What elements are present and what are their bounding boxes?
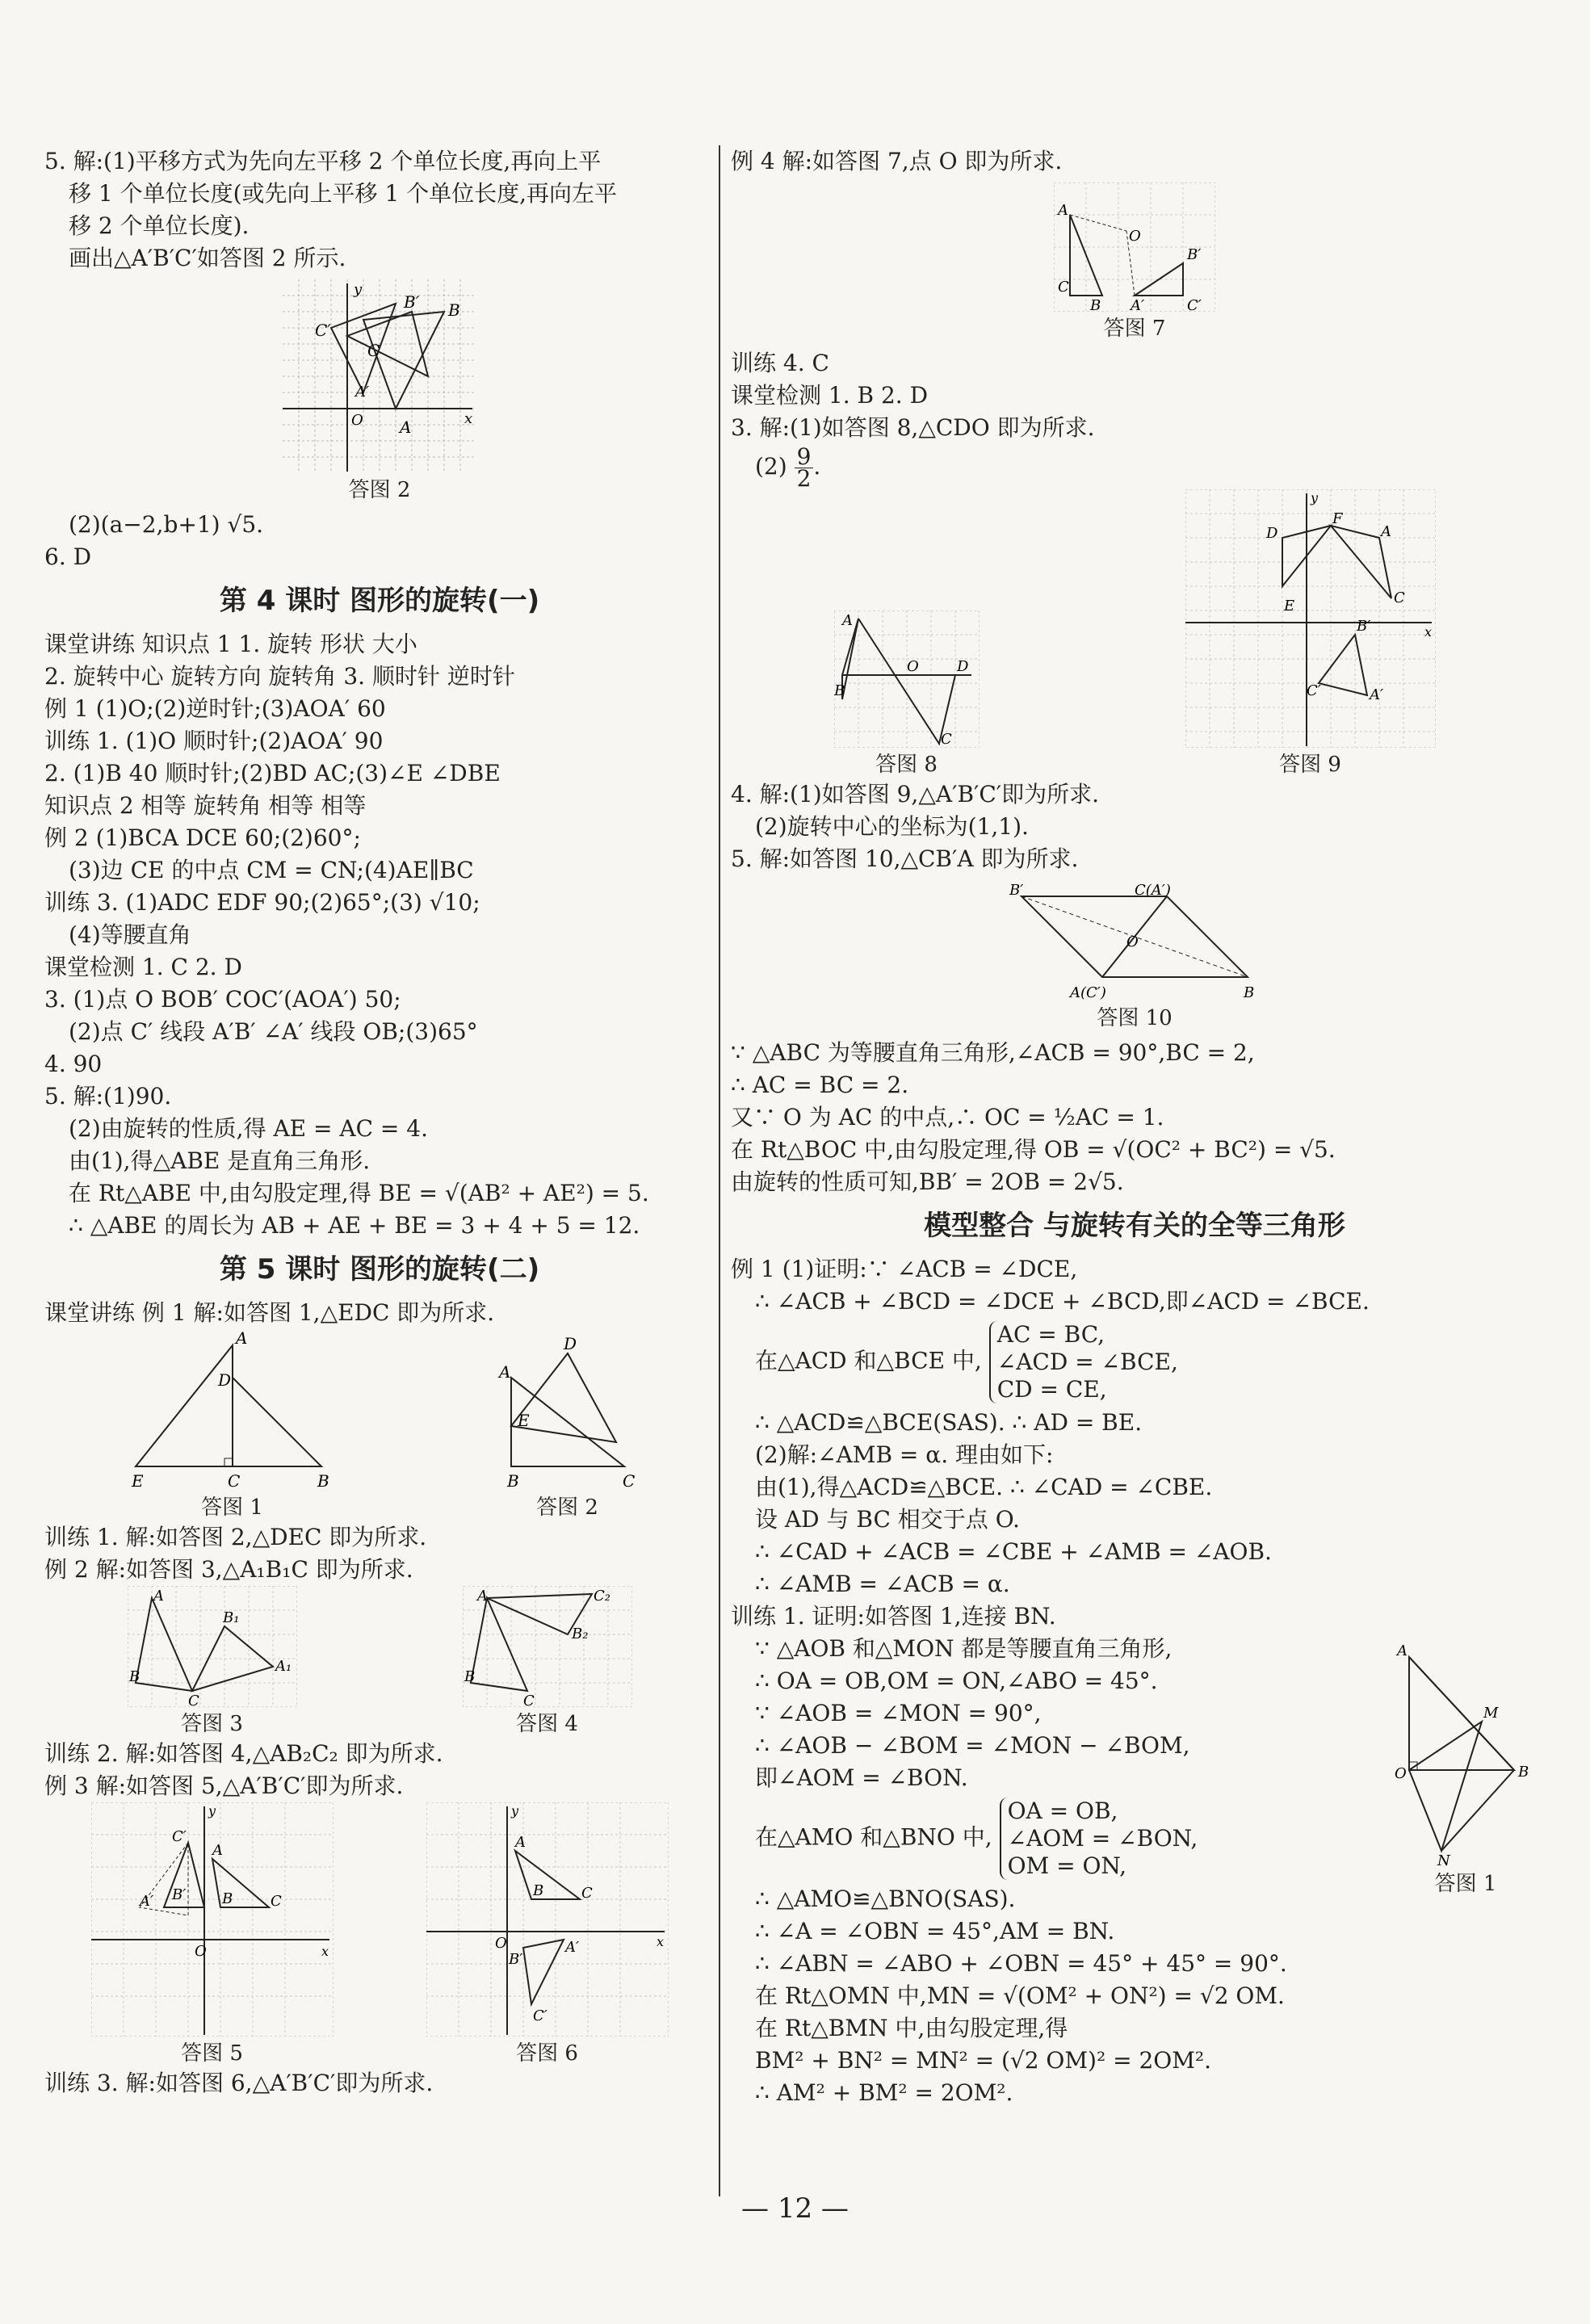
svg-text:A′: A′ <box>139 1893 153 1910</box>
figure-model-answer-1 <box>1393 1641 1538 1898</box>
lesson5-line5: 例 3 解:如答图 5,△A′B′C′即为所求. <box>44 1772 404 1799</box>
svg-text:C: C <box>227 1471 240 1491</box>
svg-text:O: O <box>1395 1765 1407 1782</box>
right-line8: 5. 解:如答图 10,△CB′A 即为所求. <box>731 845 1079 872</box>
q5-line5: (2)(a−2,b+1) √5. <box>69 511 264 538</box>
triangle-figure <box>495 1329 640 1491</box>
svg-text:B′: B′ <box>404 292 420 312</box>
svg-text:A: A <box>1380 523 1391 540</box>
parallelogram-figure <box>1005 880 1264 1001</box>
svg-text:E: E <box>131 1471 144 1491</box>
svg-text:O: O <box>351 412 363 429</box>
lesson4-line5: 2. (1)B 40 顺时针;(2)BD AC;(3)∠E ∠DBE <box>44 760 501 787</box>
right-line10: ∴ AC = BC = 2. <box>731 1072 909 1098</box>
q5-line1: 5. 解:(1)平移方式为先向左平移 2 个单位长度,再向上平 <box>44 148 602 174</box>
svg-text:B: B <box>1518 1764 1529 1781</box>
svg-text:A′: A′ <box>1369 686 1383 703</box>
triangle-figure <box>1393 1641 1538 1867</box>
svg-text:B: B <box>1090 297 1101 312</box>
lesson4-line19: ∴ △ABE 的周长为 AB + AE + BE = 3 + 4 + 5 = 12. <box>69 1212 640 1239</box>
lesson4-line17: 由(1),得△ABE 是直角三角形. <box>69 1147 371 1174</box>
model-line20: 在 Rt△OMN 中,MN = √(OM² + ON²) = √2 OM. <box>755 1982 1285 2009</box>
grid-triangle-figure <box>1054 182 1215 312</box>
part2-label: (2) <box>755 453 787 480</box>
svg-text:O: O <box>494 1935 507 1952</box>
lesson5-line4: 训练 2. 解:如答图 4,△AB₂C₂ 即为所求. <box>44 1740 443 1767</box>
svg-text:B: B <box>464 1668 475 1685</box>
svg-text:B′: B′ <box>1009 882 1024 899</box>
svg-text:x: x <box>1424 624 1432 640</box>
figure-answer-5 <box>91 1802 334 2067</box>
svg-text:A′: A′ <box>355 384 370 401</box>
page-number: — 12 — <box>741 2192 849 2225</box>
svg-text:B: B <box>221 1890 233 1907</box>
training-block <box>731 1633 1538 2109</box>
figure-caption: 答图 5 <box>181 2041 243 2066</box>
model-title: 模型整合 与旋转有关的全等三角形 <box>924 1210 1345 1242</box>
svg-text:D: D <box>956 658 968 675</box>
right-line4: 3. 解:(1)如答图 8,△CDO 即为所求. <box>731 414 1095 441</box>
svg-text:A: A <box>1397 1642 1408 1659</box>
model-line7: 设 AD 与 BC 相交于点 O. <box>755 1506 1020 1533</box>
figure-answer-4 <box>463 1586 632 1738</box>
figure-answer-10 <box>731 880 1538 1032</box>
q5-line2: 移 1 个单位长度(或先向上平移 1 个单位长度,再向左平 <box>69 180 618 207</box>
equation-system <box>989 1321 1178 1403</box>
svg-text:O: O <box>906 658 919 675</box>
figure-caption: 答图 3 <box>181 1712 243 1736</box>
model-line13: ∵ ∠AOB = ∠MON = 90°, <box>755 1700 1042 1726</box>
figure-caption: 答图 1 <box>1434 1872 1497 1896</box>
right-line5: (2) $\frac{9}{2}$ . <box>755 443 821 492</box>
model-line6: 由(1),得△ACD≌△BCE. ∴ ∠CAD = ∠CBE. <box>755 1474 1213 1500</box>
figure-row-1-2 <box>44 1329 715 1521</box>
lesson4-line7: 例 2 (1)BCA DCE 60;(2)60°; <box>44 824 361 851</box>
svg-text:B: B <box>506 1471 519 1491</box>
lesson4-line15: 5. 解:(1)90. <box>44 1083 172 1110</box>
model-line9: ∴ ∠AMB = ∠ACB = α. <box>755 1571 1010 1597</box>
lesson4-line1: 课堂讲练 知识点 1 1. 旋转 形状 大小 <box>44 631 417 657</box>
figure-caption: 答图 10 <box>1097 1006 1173 1030</box>
figure-caption: 答图 7 <box>1103 317 1166 341</box>
right-column <box>731 145 1538 2109</box>
svg-text:B′: B′ <box>1356 618 1370 635</box>
coordinate-grid-figure <box>426 1802 669 2037</box>
column-divider <box>719 145 720 2196</box>
triangle-figure <box>120 1329 346 1491</box>
svg-text:D: D <box>217 1370 231 1390</box>
lesson4-title: 第 4 课时 图形的旋转(一) <box>219 585 540 617</box>
lesson5-line6: 训练 3. 解:如答图 6,△A′B′C′即为所求. <box>44 2070 434 2096</box>
svg-text:C: C <box>522 1693 535 1707</box>
svg-text:y: y <box>354 281 363 298</box>
coordinate-grid-figure <box>283 279 476 473</box>
svg-text:C: C <box>622 1471 635 1491</box>
figure-caption: 答图 4 <box>516 1712 578 1736</box>
svg-text:C: C <box>1058 279 1069 296</box>
figure-answer-1 <box>120 1329 346 1521</box>
lesson5-line1: 课堂讲练 例 1 解:如答图 1,△EDC 即为所求. <box>44 1299 495 1326</box>
lesson4-line2: 2. 旋转中心 旋转方向 旋转角 3. 顺时针 逆时针 <box>44 663 515 690</box>
model-line1: 例 1 (1)证明:∵ ∠ACB = ∠DCE, <box>731 1256 1078 1282</box>
svg-text:x: x <box>656 1934 664 1949</box>
model-line4: ∴ △ACD≌△BCE(SAS). ∴ AD = BE. <box>755 1409 1143 1436</box>
svg-text:M: M <box>1483 1705 1499 1722</box>
svg-text:A: A <box>498 1362 510 1382</box>
figure-caption: 答图 6 <box>516 2041 578 2066</box>
svg-text:A: A <box>212 1842 223 1859</box>
system-intro: 在△ACD 和△BCE 中, <box>755 1347 982 1374</box>
model-line8: ∴ ∠CAD + ∠ACB = ∠CBE + ∠AMB = ∠AOB. <box>755 1538 1272 1565</box>
lesson4-line18: 在 Rt△ABE 中,由勾股定理,得 BE = √(AB² + AE²) = 5. <box>69 1180 649 1206</box>
svg-text:O: O <box>1126 933 1139 950</box>
svg-text:A: A <box>153 1588 164 1605</box>
svg-text:A: A <box>476 1588 488 1605</box>
svg-text:y: y <box>1310 490 1318 505</box>
figure-answer-3 <box>128 1586 297 1738</box>
svg-text:B′: B′ <box>1187 246 1202 263</box>
svg-text:x: x <box>464 410 473 427</box>
figure-row-5-6 <box>44 1802 715 2067</box>
model-line15: 即∠AOM = ∠BON. <box>755 1764 968 1791</box>
model-line19: ∴ ∠ABN = ∠ABO + ∠OBN = 45° + 45° = 90°. <box>755 1950 1287 1977</box>
svg-text:y: y <box>510 1803 518 1819</box>
svg-text:D: D <box>563 1334 577 1353</box>
figure-answer-8 <box>834 610 980 778</box>
system-line: CD = CE, <box>996 1376 1107 1403</box>
q5-line4: 画出△A′B′C′如答图 2 所示. <box>69 245 346 271</box>
model-system1 <box>731 1321 1538 1403</box>
svg-text:B′: B′ <box>171 1886 186 1903</box>
svg-text:C: C <box>270 1893 282 1910</box>
svg-text:B′: B′ <box>508 1951 522 1968</box>
grid-triangle-figure <box>834 610 980 748</box>
model-line18: ∴ ∠A = ∠OBN = 45°,AM = BN. <box>755 1918 1115 1944</box>
model-line5: (2)解:∠AMB = α. 理由如下: <box>755 1441 1054 1468</box>
figure-answer-9 <box>1185 489 1436 778</box>
right-line6: 4. 解:(1)如答图 9,△A′B′C′即为所求. <box>731 781 1100 808</box>
svg-text:A: A <box>514 1834 526 1851</box>
svg-text:F: F <box>1332 510 1342 527</box>
lesson4-line6: 知识点 2 相等 旋转角 相等 相等 <box>44 792 367 819</box>
model-line14: ∴ ∠AOB − ∠BOM = ∠MON − ∠BOM, <box>755 1732 1190 1759</box>
figure-row-8-9 <box>731 489 1538 778</box>
coordinate-grid-figure <box>1185 489 1436 748</box>
fraction-numerator: 9 <box>795 447 814 468</box>
fraction-denominator: 2 <box>796 465 812 492</box>
coordinate-grid-figure <box>91 1802 334 2037</box>
right-line1: 例 4 解:如答图 7,点 O 即为所求. <box>731 148 1063 174</box>
svg-text:B₂: B₂ <box>571 1626 588 1642</box>
svg-text:A′: A′ <box>1131 297 1145 312</box>
right-line13: 由旋转的性质可知,BB′ = 2OB = 2√5. <box>731 1168 1124 1195</box>
lesson4-line11: 课堂检测 1. C 2. D <box>44 954 242 980</box>
lesson4-line16: (2)由旋转的性质,得 AE = AC = 4. <box>69 1115 429 1142</box>
svg-text:B: B <box>833 682 845 699</box>
svg-text:O: O <box>194 1943 207 1960</box>
svg-text:C′: C′ <box>1306 682 1321 699</box>
svg-text:C: C <box>1393 589 1405 606</box>
lesson5-line2: 训练 1. 解:如答图 2,△DEC 即为所求. <box>44 1524 427 1550</box>
svg-text:C(A′): C(A′) <box>1135 882 1171 899</box>
system-intro: 在△AMO 和△BNO 中, <box>755 1823 992 1851</box>
figure-caption: 答图 2 <box>348 478 411 502</box>
svg-text:C: C <box>940 731 952 748</box>
system-line: ∠AOM = ∠BON, <box>1007 1825 1198 1852</box>
lesson4-line14: 4. 90 <box>44 1051 103 1077</box>
svg-text:C′: C′ <box>1187 297 1202 312</box>
svg-text:B: B <box>128 1668 140 1685</box>
q6-answer: 6. D <box>44 543 92 570</box>
model-line12: ∴ OA = OB,OM = ON,∠ABO = 45°. <box>755 1667 1158 1694</box>
left-column <box>44 145 715 2100</box>
svg-text:C: C <box>367 341 380 360</box>
lesson4-line13: (2)点 C′ 线段 A′B′ ∠A′ 线段 OB;(3)65° <box>69 1018 478 1045</box>
right-line9: ∵ △ABC 为等腰直角三角形,∠ACB = 90°,BC = 2, <box>731 1039 1255 1066</box>
fraction-9-2 <box>795 443 814 492</box>
svg-text:A(C′): A(C′) <box>1070 984 1106 1001</box>
svg-text:C′: C′ <box>315 321 331 340</box>
model-line21: 在 Rt△BMN 中,由勾股定理,得 <box>755 2015 1068 2041</box>
model-line10: 训练 1. 证明:如答图 1,连接 BN. <box>731 1603 1056 1630</box>
figure-caption: 答图 9 <box>1279 753 1341 777</box>
lesson4-line4: 训练 1. (1)O 顺时针;(2)AOA′ 90 <box>44 728 384 754</box>
svg-text:D: D <box>1265 525 1277 542</box>
svg-text:O: O <box>1129 228 1141 245</box>
figure-caption: 答图 8 <box>875 753 938 777</box>
svg-text:B: B <box>317 1471 329 1491</box>
model-line22: BM² + BN² = MN² = (√2 OM)² = 2OM². <box>755 2047 1212 2074</box>
grid-triangle-figure <box>128 1586 297 1707</box>
lesson4-line12: 3. (1)点 O BOB′ COC′(AOA′) 50; <box>44 986 401 1013</box>
figure-answer-2-grid <box>44 279 715 504</box>
q5-line3: 移 2 个单位长度). <box>69 212 250 239</box>
svg-text:A₁: A₁ <box>275 1658 292 1675</box>
figure-answer-2 <box>495 1329 640 1521</box>
svg-text:C′: C′ <box>171 1828 187 1845</box>
figure-answer-7 <box>731 182 1538 342</box>
right-line2: 训练 4. C <box>731 350 829 376</box>
svg-text:B₁: B₁ <box>222 1609 239 1626</box>
system-line: ∠ACD = ∠BCE, <box>996 1349 1178 1375</box>
lesson4-line8: (3)边 CE 的中点 CM = CN;(4)AE∥BC <box>69 857 474 883</box>
figure-row-3-4 <box>44 1586 715 1738</box>
figure-caption: 答图 1 <box>201 1495 263 1520</box>
svg-text:C: C <box>187 1693 199 1707</box>
system-line: OM = ON, <box>1007 1852 1127 1879</box>
model-line11: ∵ △AOB 和△MON 都是等腰直角三角形, <box>755 1635 1173 1662</box>
svg-text:E: E <box>517 1411 530 1430</box>
svg-text:C′: C′ <box>532 2007 547 2024</box>
equation-system <box>1000 1798 1198 1880</box>
svg-text:A: A <box>400 417 412 437</box>
lesson4-line10: (4)等腰直角 <box>69 921 191 948</box>
svg-text:B: B <box>448 300 460 320</box>
system-line: AC = BC, <box>996 1321 1105 1348</box>
svg-text:E: E <box>1283 598 1294 615</box>
svg-text:x: x <box>321 1944 329 1959</box>
grid-triangle-figure <box>463 1586 632 1707</box>
svg-text:C: C <box>581 1885 593 1902</box>
svg-text:C₂: C₂ <box>593 1588 610 1605</box>
svg-text:B: B <box>1244 984 1255 1001</box>
figure-caption: 答图 2 <box>536 1495 598 1520</box>
model-line2: ∴ ∠ACB + ∠BCD = ∠DCE + ∠BCD,即∠ACD = ∠BCE. <box>755 1288 1370 1315</box>
svg-text:B: B <box>532 1882 543 1899</box>
model-line23: ∴ AM² + BM² = 2OM². <box>755 2079 1013 2106</box>
svg-text:A: A <box>1058 202 1068 219</box>
right-line7: (2)旋转中心的坐标为(1,1). <box>755 813 1029 840</box>
svg-text:A: A <box>235 1329 247 1348</box>
svg-text:N: N <box>1437 1852 1450 1867</box>
right-line11: 又∵ O 为 AC 的中点,∴ OC = ½AC = 1. <box>731 1104 1164 1131</box>
svg-text:A′: A′ <box>564 1939 579 1956</box>
lesson5-line3: 例 2 解:如答图 3,△A₁B₁C 即为所求. <box>44 1556 413 1583</box>
lesson4-line3: 例 1 (1)O;(2)逆时针;(3)AOA′ 60 <box>44 695 386 722</box>
right-line12: 在 Rt△BOC 中,由勾股定理,得 OB = √(OC² + BC²) = √5. <box>731 1136 1336 1163</box>
lesson5-title: 第 5 课时 图形的旋转(二) <box>219 1253 540 1286</box>
lesson4-line9: 训练 3. (1)ADC EDF 90;(2)65°;(3) √10; <box>44 889 480 916</box>
system-line: OA = OB, <box>1007 1798 1118 1824</box>
right-line3: 课堂检测 1. B 2. D <box>731 382 929 409</box>
svg-text:A: A <box>841 612 853 629</box>
figure-answer-6 <box>426 1802 669 2067</box>
svg-text:y: y <box>208 1803 216 1819</box>
model-line17: ∴ △AMO≌△BNO(SAS). <box>755 1886 1016 1912</box>
